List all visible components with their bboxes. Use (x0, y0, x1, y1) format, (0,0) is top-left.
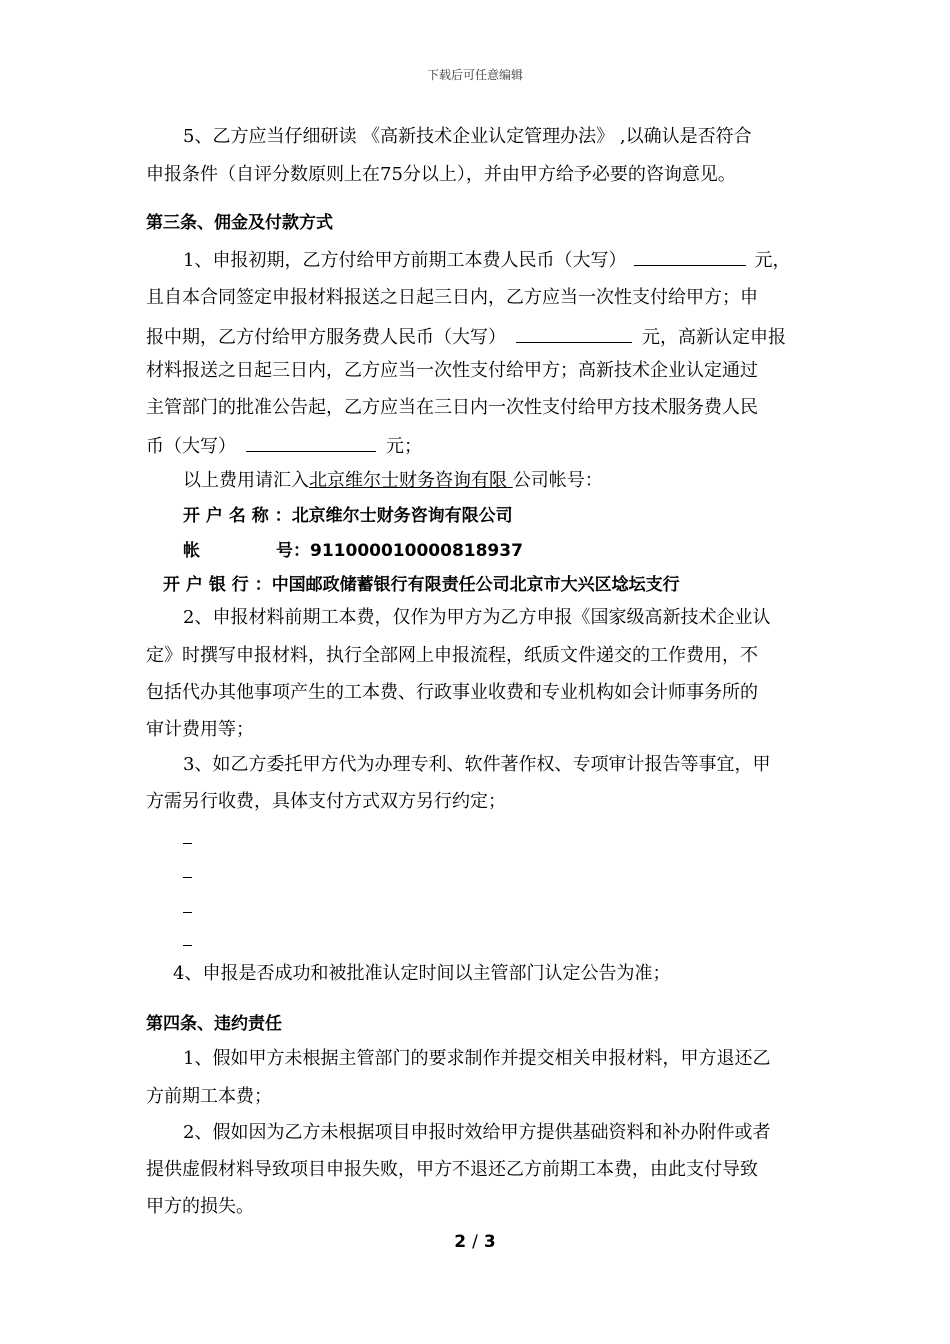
breach1-line2: 方前期工本费； (146, 1086, 272, 1107)
breach2-line2: 提供虚假材料导致项目申报失败，甲方不退还乙方前期工本费，由此支付导致 (146, 1159, 758, 1180)
account-name-value: 北京维尔士财务咨询有限公司 (291, 506, 513, 526)
para4: 4、申报是否成功和被批准认定时间以主管部门认定公告为准； (173, 963, 671, 984)
remit-line (183, 469, 603, 493)
page-separator: / (472, 1232, 478, 1252)
para3-line2: 方需另行收费，具体支付方式双方另行约定； (146, 791, 506, 812)
para5-line1: 5、乙方应当仔细研读 《高新技术企业认定管理办法》 ,以确认是否符合 (183, 126, 752, 147)
amount-blank-final (246, 433, 376, 452)
page-header-note: 下载后可任意编辑 (426, 68, 523, 82)
para1-line3-text: 报中期，乙方付给甲方服务费人民币（大写） (146, 327, 506, 348)
para1-line1-text: 1、申报初期，乙方付给甲方前期工本费人民币（大写） (183, 250, 627, 271)
empty-list-dash-2 (183, 877, 192, 878)
bank-line (163, 573, 680, 597)
section4-title: 第四条、违约责任 (146, 1014, 282, 1034)
para2-line3: 包括代办其他事项产生的工本费、行政事业收费和专业机构如会计师事务所的 (146, 682, 758, 703)
empty-list-dash-3 (183, 912, 192, 913)
remit-suffix: 公司帐号： (512, 470, 603, 491)
para1-line6-unit: 元； (386, 436, 422, 457)
amount-blank-mid (516, 324, 632, 343)
para2-line2: 定》时撰写申报材料，执行全部网上申报流程，纸质文件递交的工作费用，不 (146, 645, 758, 666)
para2-line4: 审计费用等； (146, 719, 254, 740)
para1-line1 (183, 247, 790, 273)
breach2-line1: 2、假如因为乙方未根据项目申报时效给甲方提供基础资料和补办附件或者 (183, 1122, 771, 1143)
para1-line6-text: 币（大写） (146, 436, 236, 457)
page-current: 2 (454, 1232, 467, 1252)
bank-value: 中国邮政储蓄银行有限责任公司北京市大兴区埝坛支行 (271, 575, 680, 595)
account-name-label: 开 户 名 称 ： (183, 506, 292, 526)
amount-blank-initial (634, 247, 746, 266)
account-number-value: 911000010000818937 (310, 541, 523, 561)
para3-line1: 3、如乙方委托甲方代为办理专利、软件著作权、专项审计报告等事宜，甲 (183, 754, 771, 775)
empty-list-dash-4 (183, 945, 192, 946)
page-total: 3 (483, 1232, 496, 1252)
bank-label: 开 户 银 行 ： (163, 575, 272, 595)
remit-company: 北京维尔士财务咨询有限 (309, 470, 513, 491)
para2-line1: 2、申报材料前期工本费，仅作为甲方为乙方申报《国家级高新技术企业认 (183, 607, 771, 628)
para1-line1-unit: 元， (754, 250, 791, 271)
account-number-label-b: 号： (276, 541, 310, 561)
breach1-line1: 1、假如甲方未根据主管部门的要求制作并提交相关申报材料，甲方退还乙 (183, 1048, 771, 1069)
para1-line3 (146, 324, 786, 350)
breach2-line3: 甲方的损失。 (146, 1196, 254, 1217)
para1-line5: 主管部门的批准公告起，乙方应当在三日内一次性支付给甲方技术服务费人民 (146, 397, 758, 418)
empty-list-dash-1 (183, 843, 192, 844)
account-number-label-a: 帐 (183, 541, 200, 561)
para5-line2: 申报条件（自评分数原则上在75分以上），并由甲方给予必要的咨询意见。 (146, 164, 736, 185)
para1-line2: 且自本合同签定申报材料报送之日起三日内，乙方应当一次性支付给甲方；申 (146, 287, 758, 308)
para1-line4: 材料报送之日起三日内，乙方应当一次性支付给甲方；高新技术企业认定通过 (146, 360, 758, 381)
page-number (0, 1232, 950, 1252)
remit-prefix: 以上费用请汇入 (183, 470, 309, 491)
section3-title: 第三条、佣金及付款方式 (146, 213, 333, 233)
account-name-line (183, 504, 513, 528)
para1-line3-rest: 元，高新认定申报 (642, 327, 786, 348)
para1-line6 (146, 433, 422, 459)
account-number-line (183, 539, 523, 563)
